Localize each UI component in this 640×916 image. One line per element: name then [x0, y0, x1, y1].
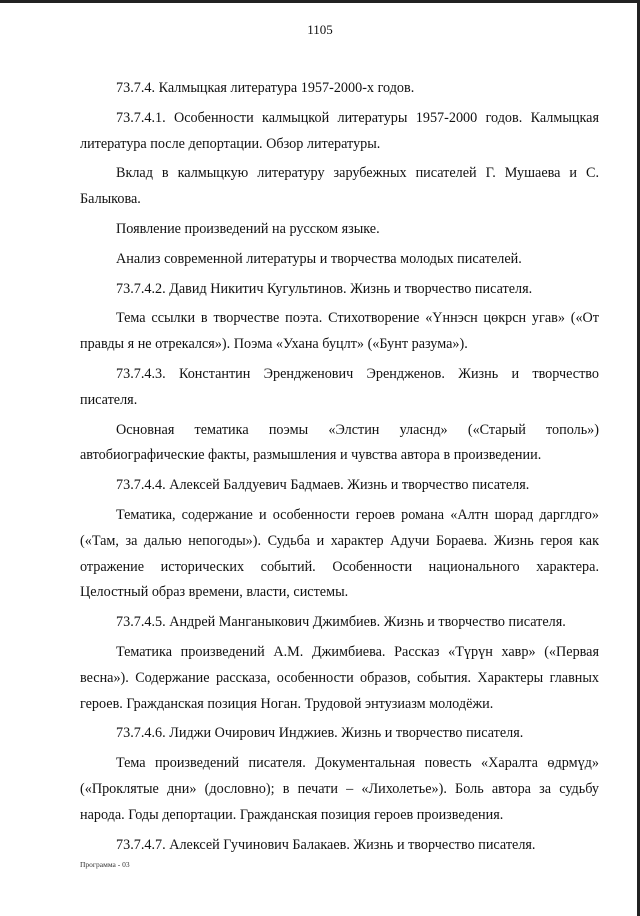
subsection-heading: 73.7.4.3. Константин Эрендженович Эрендженов. Жизнь и творчество писателя. — [80, 365, 599, 408]
subsection-heading: 73.7.4.5. Андрей Манганыкович Джимбиев. Жизнь и творчество писателя. — [116, 614, 566, 631]
body-paragraph: Появление произведений на русском языке. — [116, 220, 380, 237]
subsection-heading: 73.7.4.7. Алексей Гучинович Балакаев. Жизнь и творчество писателя. — [116, 836, 536, 853]
body-paragraph: Тематика, содержание и особенности героев романа «Алтн шорад дарглдго» («Там, за далью непогоды»). Судьба и характер Адучи Бораева. Жизнь героя как отражение исторических событий. Особенности национального характера. Целостный образ времени, власти, системы. — [80, 506, 599, 601]
page-number: 1105 — [307, 22, 333, 37]
body-paragraph: Тематика произведений А.М. Джимбиева. Рассказ «Түрүн хавр» («Первая весна»). Содержание рассказа, особенности образов, события. Характеры главных героев. Гражданская позиция Ноган. Трудовой энтузиазм молодёжи. — [80, 643, 599, 712]
subsection-heading: 73.7.4.4. Алексей Балдуевич Бадмаев. Жизнь и творчество писателя. — [116, 477, 530, 494]
body-paragraph: Анализ современной литературы и творчества молодых писателей. — [116, 250, 522, 267]
subsection-paragraph: 73.7.4.1. Особенности калмыцкой литературы 1957-2000 годов. Калмыцкая литература после депортации. Обзор литературы. — [80, 109, 599, 152]
body-paragraph: Основная тематика поэмы «Элстин уласнд» («Старый тополь») автобиографические факты, размышления и чувства автора в произведении. — [80, 421, 599, 464]
body-paragraph: Вклад в калмыцкую литературу зарубежных писателей Г. Мушаева и С. Балыкова. — [80, 165, 599, 208]
body-paragraph: Тема произведений писателя. Документальная повесть «Харалта өдрмүд» («Проклятые дни» (дословно); в печати – «Лихолетье»). Боль автора за судьбу народа. Годы депортации. Гражданская позиция героев произведения. — [80, 755, 599, 823]
footer-label: Программа - 03 — [80, 860, 130, 869]
body-paragraph: Тема ссылки в творчестве поэта. Стихотворение «Үннэсн цөкрсн угав» («От правды я не отрекался»). Поэма «Ухана буцлт» («Бунт разума»). — [80, 310, 599, 353]
subsection-heading: 73.7.4.6. Лиджи Очирович Инджиев. Жизнь и творчество писателя. — [116, 725, 524, 742]
document-body — [80, 76, 599, 858]
scan-border-top — [0, 0, 640, 3]
subsection-heading: 73.7.4.2. Давид Никитич Кугультинов. Жизнь и творчество писателя. — [116, 280, 533, 297]
section-heading: 73.7.4. Калмыцкая литература 1957-2000-х годов. — [116, 80, 415, 96]
